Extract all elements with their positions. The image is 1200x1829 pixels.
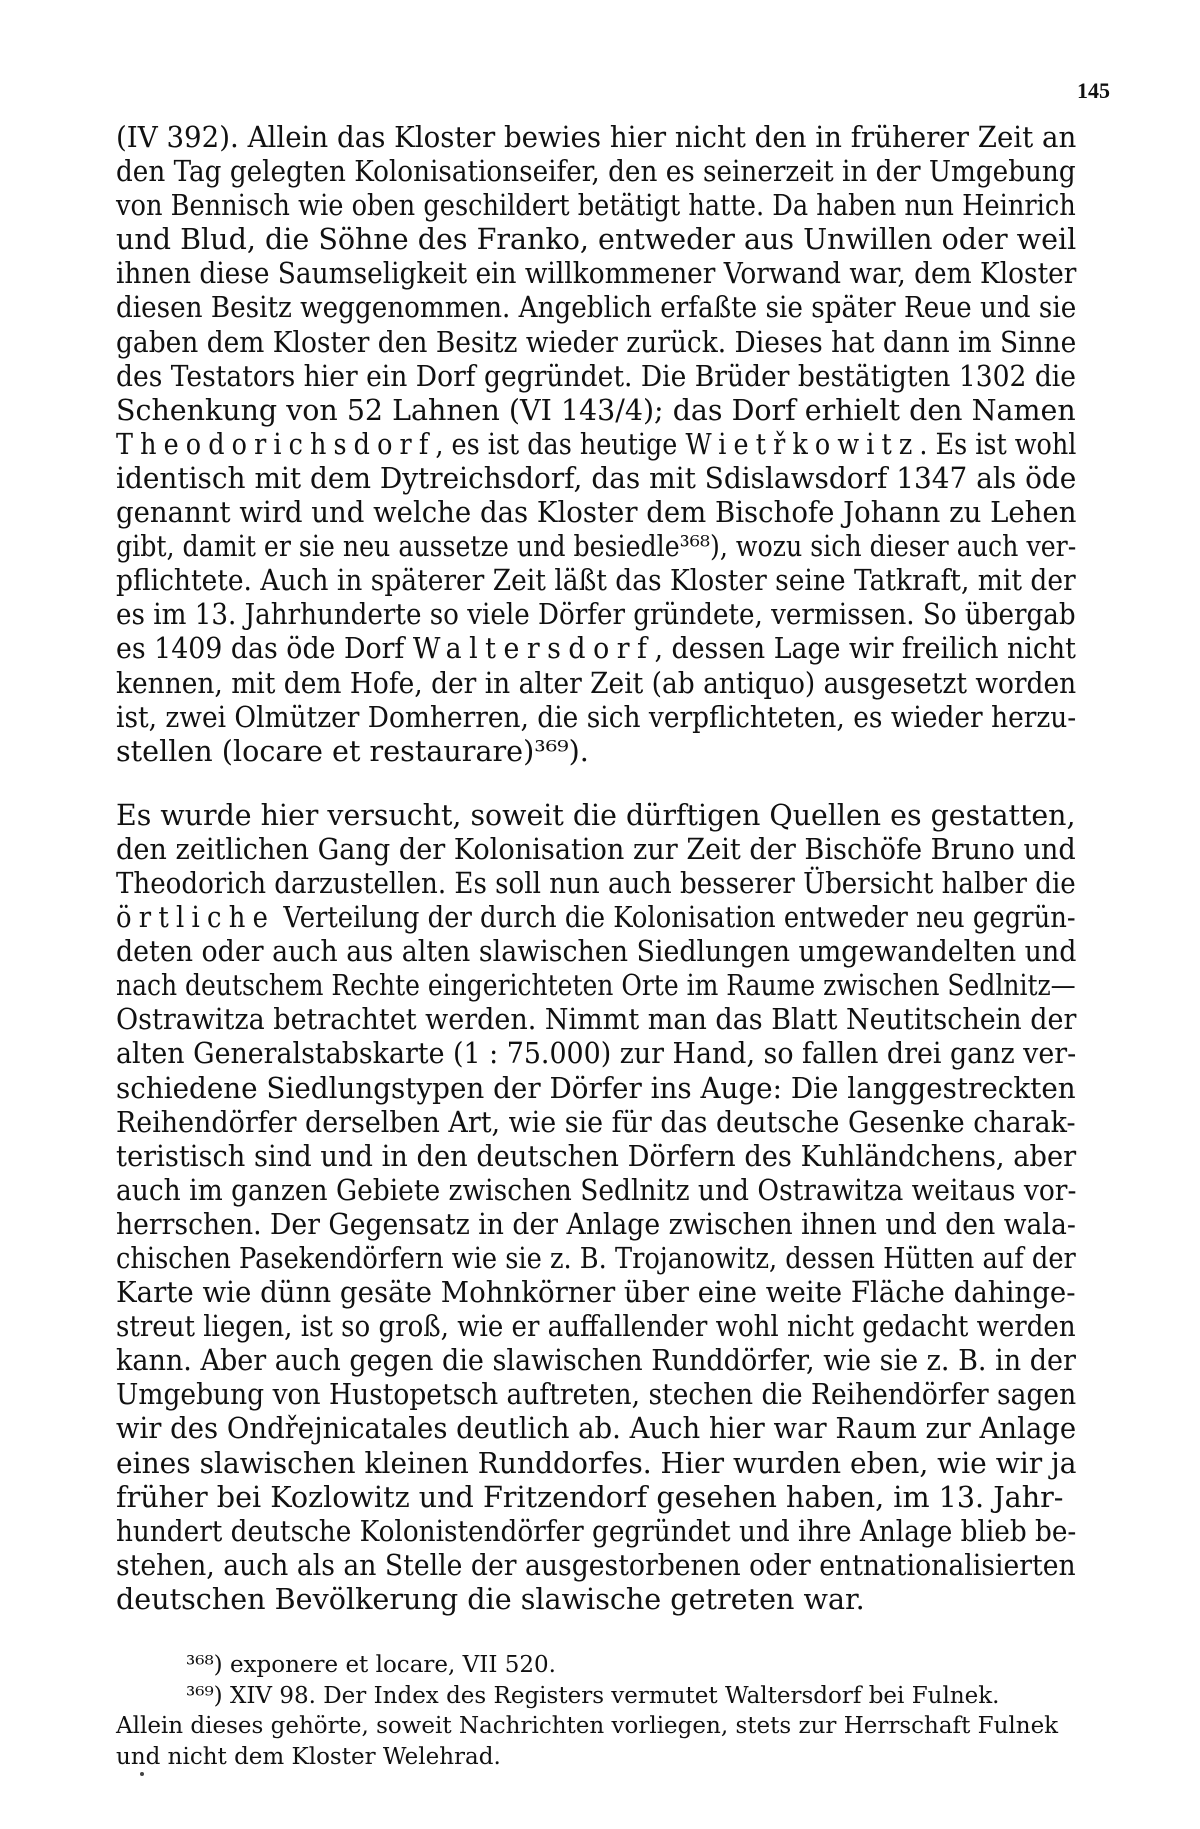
text-line <box>116 1275 1076 1310</box>
text-line <box>116 1582 1096 1616</box>
text-segment: . Es ist wohl <box>919 426 1077 461</box>
text-segment: Karte wie dünn gesäte Mohnkörner über eine weite Fläche dahinge- <box>116 1275 1076 1310</box>
text-line: es im 13. Jahrhunderte so viele Dörfer gründete, vermissen. So übergab <box>116 597 1076 632</box>
text-line <box>116 1446 1078 1480</box>
text-segment: auch im ganzen Gebiete zwischen Sedlnitz und Ostrawitza weitaus vor- <box>116 1172 1077 1207</box>
text-segment: schiedene Siedlungstypen der Dörfer ins Auge: Die langgestreckten <box>116 1070 1076 1105</box>
text-line <box>116 1172 1077 1207</box>
text-line: stellen (locare et restaurare)³⁶⁹). <box>116 733 589 768</box>
text-line: gibt, damit er sie neu aussetze und besiedle³⁶⁸), wozu sich dieser auch ver- <box>116 529 1077 564</box>
text-line <box>116 1104 1076 1139</box>
text-segment: alten Generalstabskarte (1 : 75.000) zur Hand, so fallen drei ganz ver- <box>116 1036 1077 1071</box>
text-line <box>116 798 1090 832</box>
text-line: kennen, mit dem Hofe, der in alter Zeit (ab antiquo) ausgesetzt worden <box>116 665 1077 700</box>
text-line: des Testators hier ein Dorf gegründet. Die Brüder bestätigten 1302 die <box>116 358 1077 393</box>
text-line <box>116 865 1076 900</box>
spaced-place-name: Wietřkowitz <box>685 426 920 461</box>
text-segment: wir des Ondřejnicatales deutlich ab. Auch hier war Raum zur Anlage <box>116 1411 1077 1446</box>
text-line <box>116 1411 1077 1446</box>
text-segment: Es wurde hier versucht, soweit die dürftigen Quellen es gestatten, <box>116 797 1076 832</box>
text-segment: hundert deutsche Kolonistendörfer gegründet und ihre Anlage blieb be- <box>116 1513 1077 1548</box>
text-line <box>116 426 1077 461</box>
paragraph-2 <box>116 798 1096 1616</box>
text-segment: deutschen Bevölkerung die slawische getreten war. <box>116 1581 865 1616</box>
text-line <box>116 1002 1077 1037</box>
text-segment: Verteilung der durch die Kolonisation entweder neu gegrün- <box>275 900 1076 935</box>
text-line: Schenkung von 52 Lahnen (VI 143/4); das Dorf erhielt den Namen <box>116 392 1076 427</box>
text-line: den Tag gelegten Kolonisationseifer, den es seinerzeit in der Umgebung <box>116 154 1076 189</box>
text-line: von Bennisch wie oben geschildert betätigt hatte. Da haben nun Heinrich <box>116 188 1076 223</box>
text-line <box>116 1547 1076 1582</box>
footnote-368: ³⁶⁸) exponere et locare, VII 520. <box>186 1652 556 1678</box>
spaced-place-name: Theodorichsdorf <box>116 426 436 461</box>
footnotes <box>116 1650 1096 1772</box>
text-line: pflichtete. Auch in späterer Zeit läßt das Kloster seine Tatkraft, mit der <box>116 563 1076 598</box>
text-line <box>116 1241 1076 1275</box>
text-line <box>116 631 1076 666</box>
text-line <box>116 831 1076 866</box>
main-text <box>116 120 1096 1616</box>
text-line <box>116 1377 1077 1412</box>
footnote-369: ³⁶⁹) XIV 98. Der Index des Registers vermutet Waltersdorf bei Fulnek. <box>186 1682 1000 1709</box>
text-segment: Umgebung von Hustopetsch auftreten, stechen die Reihendörfer sagen <box>116 1377 1077 1412</box>
text-segment: eines slawischen kleinen Runddorfes. Hier wurden eben, wie wir ja <box>116 1445 1077 1480</box>
page-number: 145 <box>1077 78 1110 103</box>
text-line: genannt wird und welche das Kloster dem Bischofe Johann zu Lehen <box>116 495 1077 530</box>
text-line <box>116 1206 1076 1241</box>
text-line: identisch mit dem Dytreichsdorf, das mit Sdislawsdorf 1347 als öde <box>116 460 1077 495</box>
text-line <box>116 1343 1076 1378</box>
text-segment: streut liegen, ist so groß, wie er auffallender wohl nicht gedacht werden <box>116 1309 1076 1344</box>
paragraph-1 <box>116 120 1096 768</box>
text-line: ist, zwei Olmützer Domherren, die sich verpflichteten, es wieder herzu- <box>116 699 1077 734</box>
text-line <box>116 968 1076 1003</box>
text-line <box>116 1070 1076 1105</box>
spaced-place-name: Waltersdorf <box>412 631 655 666</box>
footnote-369-continued: Allein dieses gehörte, soweit Nachrichten vorliegen, stets zur Herrschaft Fulnek <box>116 1713 1059 1739</box>
spaced-word: örtliche <box>116 900 276 935</box>
text-segment: Theodorich darzustellen. Es soll nun auch besserer Übersicht halber die <box>116 865 1076 900</box>
text-segment: nach deutschem Rechte eingerichteten Orte im Raume zwischen Sedlnitz— <box>116 968 1076 1003</box>
text-segment: es 1409 das öde Dorf <box>116 631 413 666</box>
footnote-369-continued: und nicht dem Kloster Welehrad. <box>116 1743 501 1770</box>
text-line: ihnen diese Saumseligkeit ein willkommener Vorwand war, dem Kloster <box>116 256 1077 291</box>
text-segment: teristisch sind und in den deutschen Dörfern des Kuhländchens, aber <box>116 1138 1077 1173</box>
text-segment: herrschen. Der Gegensatz in der Anlage zwischen ihnen und den wala- <box>116 1206 1076 1241</box>
text-segment: , dessen Lage wir freilich nicht <box>654 631 1076 666</box>
text-segment: deten oder auch aus alten slawischen Siedlungen umgewandelten und <box>116 934 1077 969</box>
text-segment: den zeitlichen Gang der Kolonisation zur Zeit der Bischöfe Bruno und <box>116 831 1076 866</box>
text-segment: , es ist das heutige <box>435 426 686 461</box>
text-line <box>116 1309 1076 1344</box>
paragraph-spacer <box>116 768 1096 798</box>
text-line: diesen Besitz weggenommen. Angeblich erfaßte sie später Reue und sie <box>116 290 1077 325</box>
text-line: gaben dem Kloster den Besitz wieder zurück. Dieses hat dann im Sinne <box>116 324 1077 359</box>
text-segment: Ostrawitza betrachtet werden. Nimmt man das Blatt Neutitschein der <box>116 1002 1077 1037</box>
text-segment: Reihendörfer derselben Art, wie sie für das deutsche Gesenke charak- <box>116 1104 1076 1139</box>
text-line: und Blud, die Söhne des Franko, entweder aus Unwillen oder weil <box>116 222 1077 257</box>
text-segment: kann. Aber auch gegen die slawischen Runddörfer, wie sie z. B. in der <box>116 1343 1076 1378</box>
text-line <box>116 1138 1077 1173</box>
text-line <box>116 1480 1096 1514</box>
text-segment: stehen, auch als an Stelle der ausgestorbenen oder entnationalisierten <box>116 1547 1076 1582</box>
text-line <box>116 1036 1077 1071</box>
text-line: (IV 392). Allein das Kloster bewies hier nicht den in früherer Zeit an <box>116 120 1077 154</box>
text-line <box>116 900 1076 935</box>
print-speck <box>140 1772 144 1776</box>
text-line <box>116 934 1077 969</box>
text-segment: chischen Pasekendörfern wie sie z. B. Trojanowitz, dessen Hütten auf der <box>116 1241 1076 1275</box>
text-segment: früher bei Kozlowitz und Fritzendorf gesehen haben, im 13. Jahr- <box>116 1479 1064 1514</box>
text-line <box>116 1513 1077 1548</box>
